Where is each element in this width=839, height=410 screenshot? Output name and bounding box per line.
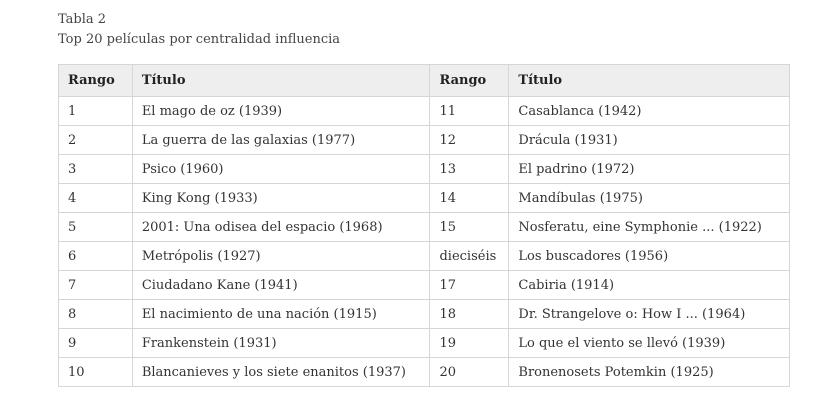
rank-cell: 10 [59, 358, 133, 387]
ranking-table [58, 64, 790, 387]
title-cell: Ciudadano Kane (1941) [132, 271, 430, 300]
table-row [59, 155, 790, 184]
title-cell: Mandíbulas (1975) [509, 184, 790, 213]
rank-cell: 15 [430, 213, 509, 242]
rank-cell: 18 [430, 300, 509, 329]
title-cell: El nacimiento de una nación (1915) [132, 300, 430, 329]
table-row [59, 184, 790, 213]
title-cell: Cabiria (1914) [509, 271, 790, 300]
table-row [59, 329, 790, 358]
table-caption [58, 10, 340, 50]
rank-cell: 9 [59, 329, 133, 358]
rank-cell: 11 [430, 97, 509, 126]
rank-cell: 1 [59, 97, 133, 126]
header-title-2: Título [509, 65, 790, 97]
rank-cell: 17 [430, 271, 509, 300]
rank-cell: 13 [430, 155, 509, 184]
rank-cell: 19 [430, 329, 509, 358]
title-cell: Blancanieves y los siete enanitos (1937) [132, 358, 430, 387]
title-cell: Metrópolis (1927) [132, 242, 430, 271]
header-title: Título [132, 65, 430, 97]
table-label: Tabla 2 [58, 12, 107, 27]
title-cell: El mago de oz (1939) [132, 97, 430, 126]
title-cell: 2001: Una odisea del espacio (1968) [132, 213, 430, 242]
title-cell: Nosferatu, eine Symphonie ... (1922) [509, 213, 790, 242]
rank-cell: 7 [59, 271, 133, 300]
table-row [59, 358, 790, 387]
rank-cell: dieciséis [430, 242, 509, 271]
table-title: Top 20 películas por centralidad influencia [58, 32, 341, 47]
title-cell: La guerra de las galaxias (1977) [132, 126, 430, 155]
header-rank-2: Rango [430, 65, 509, 97]
header-row [59, 65, 790, 97]
title-cell: El padrino (1972) [509, 155, 790, 184]
rank-cell: 3 [59, 155, 133, 184]
rank-cell: 6 [59, 242, 133, 271]
title-cell: Bronenosets Potemkin (1925) [509, 358, 790, 387]
title-cell: Psico (1960) [132, 155, 430, 184]
title-cell: Casablanca (1942) [509, 97, 790, 126]
table-row [59, 97, 790, 126]
rank-cell: 4 [59, 184, 133, 213]
rank-cell: 14 [430, 184, 509, 213]
title-cell: Dr. Strangelove o: How I ... (1964) [509, 300, 790, 329]
table-row [59, 213, 790, 242]
table-row [59, 271, 790, 300]
rank-cell: 2 [59, 126, 133, 155]
rank-cell: 5 [59, 213, 133, 242]
table-row [59, 126, 790, 155]
table-row [59, 300, 790, 329]
title-cell: Lo que el viento se llevó (1939) [509, 329, 790, 358]
rank-cell: 8 [59, 300, 133, 329]
rank-cell: 20 [430, 358, 509, 387]
title-cell: King Kong (1933) [132, 184, 430, 213]
header-rank: Rango [59, 65, 133, 97]
rank-cell: 12 [430, 126, 509, 155]
title-cell: Drácula (1931) [509, 126, 790, 155]
table-row [59, 242, 790, 271]
title-cell: Los buscadores (1956) [509, 242, 790, 271]
title-cell: Frankenstein (1931) [132, 329, 430, 358]
